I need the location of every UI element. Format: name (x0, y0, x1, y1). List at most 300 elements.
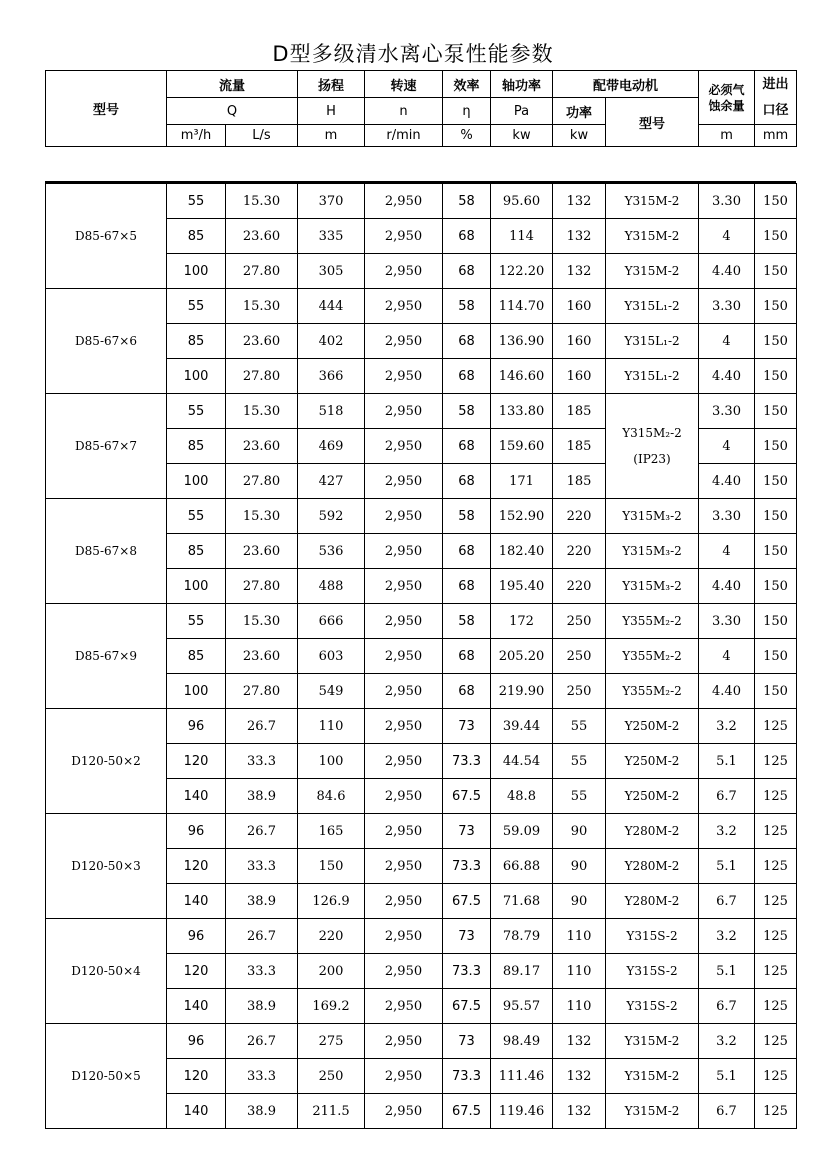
cell-npsh: 3.2 (699, 919, 755, 954)
cell-shaft-power: 119.46 (491, 1094, 553, 1129)
model-cell: D85-67×6 (46, 289, 167, 394)
cell-efficiency: 68 (443, 464, 491, 499)
cell-flow-m3h: 100 (167, 464, 226, 499)
cell-motor-model: Y315M-2 (606, 219, 699, 254)
model-cell: D120-50×5 (46, 1024, 167, 1129)
cell-motor-model: Y280M-2 (606, 814, 699, 849)
model-cell: D85-67×8 (46, 499, 167, 604)
cell-flow-m3h: 85 (167, 219, 226, 254)
cell-head: 220 (298, 919, 365, 954)
cell-npsh: 4.40 (699, 674, 755, 709)
cell-shaft-power: 136.90 (491, 324, 553, 359)
cell-efficiency: 68 (443, 219, 491, 254)
cell-efficiency: 67.5 (443, 989, 491, 1024)
cell-motor-power: 132 (553, 1094, 606, 1129)
header-head: 扬程 (298, 71, 365, 98)
cell-flow-ls: 27.80 (226, 254, 298, 289)
cell-shaft-power: 89.17 (491, 954, 553, 989)
unit-head: m (298, 125, 365, 147)
cell-motor-power: 250 (553, 639, 606, 674)
cell-motor-power: 55 (553, 779, 606, 814)
cell-flow-ls: 23.60 (226, 639, 298, 674)
cell-bore: 150 (755, 184, 797, 219)
cell-bore: 125 (755, 1059, 797, 1094)
header-flow: 流量 (167, 71, 298, 98)
cell-flow-ls: 23.60 (226, 219, 298, 254)
header-speed: 转速 (365, 71, 443, 98)
cell-motor-model: Y250M-2 (606, 709, 699, 744)
cell-npsh: 4 (699, 324, 755, 359)
cell-efficiency: 68 (443, 674, 491, 709)
unit-speed: r/min (365, 125, 443, 147)
cell-speed: 2,950 (365, 499, 443, 534)
cell-shaft-power: 146.60 (491, 359, 553, 394)
cell-flow-ls: 15.30 (226, 499, 298, 534)
cell-motor-model: Y315M-2 (606, 1094, 699, 1129)
unit-bore: mm (755, 125, 797, 147)
cell-shaft-power: 111.46 (491, 1059, 553, 1094)
header-bore-label: 进出口径 (762, 76, 789, 118)
cell-shaft-power: 71.68 (491, 884, 553, 919)
cell-flow-ls: 23.60 (226, 534, 298, 569)
cell-speed: 2,950 (365, 289, 443, 324)
model-cell: D85-67×7 (46, 394, 167, 499)
cell-efficiency: 73 (443, 1024, 491, 1059)
cell-head: 592 (298, 499, 365, 534)
cell-npsh: 5.1 (699, 1059, 755, 1094)
header-eta: η (443, 98, 491, 125)
cell-shaft-power: 122.20 (491, 254, 553, 289)
cell-efficiency: 73.3 (443, 849, 491, 884)
cell-efficiency: 67.5 (443, 884, 491, 919)
cell-motor-power: 220 (553, 569, 606, 604)
cell-motor-model: Y250M-2 (606, 744, 699, 779)
cell-npsh: 3.2 (699, 709, 755, 744)
cell-flow-m3h: 120 (167, 744, 226, 779)
cell-flow-ls: 27.80 (226, 674, 298, 709)
cell-bore: 150 (755, 499, 797, 534)
unit-flow-m3h: m³/h (167, 125, 226, 147)
cell-head: 402 (298, 324, 365, 359)
motor-model-line: Y315M₂-2 (622, 426, 682, 440)
cell-speed: 2,950 (365, 1094, 443, 1129)
cell-flow-m3h: 100 (167, 254, 226, 289)
cell-efficiency: 58 (443, 289, 491, 324)
data-table (45, 183, 797, 1129)
cell-efficiency: 68 (443, 534, 491, 569)
cell-bore: 150 (755, 604, 797, 639)
cell-motor-power: 55 (553, 709, 606, 744)
cell-shaft-power: 78.79 (491, 919, 553, 954)
table-row (46, 919, 797, 954)
cell-flow-ls: 27.80 (226, 569, 298, 604)
cell-shaft-power: 114 (491, 219, 553, 254)
cell-shaft-power: 98.49 (491, 1024, 553, 1059)
header-shaft-power: 轴功率 (491, 71, 553, 98)
cell-npsh: 4 (699, 219, 755, 254)
cell-motor-power: 132 (553, 1059, 606, 1094)
cell-efficiency: 68 (443, 429, 491, 464)
header-n: n (365, 98, 443, 125)
table-row (46, 394, 797, 429)
cell-bore: 150 (755, 464, 797, 499)
cell-motor-power: 250 (553, 674, 606, 709)
cell-motor-model: Y355M₂-2 (606, 674, 699, 709)
cell-speed: 2,950 (365, 219, 443, 254)
cell-motor-power: 185 (553, 394, 606, 429)
cell-shaft-power: 152.90 (491, 499, 553, 534)
cell-efficiency: 68 (443, 254, 491, 289)
cell-motor-model: Y315L₁-2 (606, 289, 699, 324)
table-row (46, 709, 797, 744)
cell-npsh: 4.40 (699, 464, 755, 499)
cell-bore: 125 (755, 919, 797, 954)
cell-motor-power: 55 (553, 744, 606, 779)
cell-head: 305 (298, 254, 365, 289)
cell-motor-model: Y280M-2 (606, 849, 699, 884)
header-npsh-label: 必须气蚀余量 (708, 82, 745, 113)
cell-head: 370 (298, 184, 365, 219)
cell-motor-model: Y315M₃-2 (606, 534, 699, 569)
table-row (46, 289, 797, 324)
cell-flow-ls: 38.9 (226, 989, 298, 1024)
cell-motor-model: Y315S-2 (606, 989, 699, 1024)
cell-motor-power: 185 (553, 464, 606, 499)
cell-flow-ls: 38.9 (226, 1094, 298, 1129)
cell-head: 150 (298, 849, 365, 884)
cell-flow-ls: 33.3 (226, 954, 298, 989)
cell-flow-m3h: 96 (167, 1024, 226, 1059)
cell-speed: 2,950 (365, 814, 443, 849)
cell-npsh: 5.1 (699, 849, 755, 884)
cell-shaft-power: 182.40 (491, 534, 553, 569)
cell-motor-model: Y315M-2 (606, 184, 699, 219)
cell-motor-power: 220 (553, 534, 606, 569)
cell-shaft-power: 205.20 (491, 639, 553, 674)
cell-bore: 150 (755, 324, 797, 359)
cell-flow-m3h: 140 (167, 779, 226, 814)
cell-npsh: 3.30 (699, 604, 755, 639)
cell-efficiency: 68 (443, 639, 491, 674)
cell-flow-m3h: 140 (167, 989, 226, 1024)
cell-flow-ls: 26.7 (226, 709, 298, 744)
model-cell: D85-67×9 (46, 604, 167, 709)
table-row (46, 814, 797, 849)
cell-flow-m3h: 55 (167, 184, 226, 219)
cell-npsh: 3.2 (699, 814, 755, 849)
cell-bore: 125 (755, 884, 797, 919)
unit-flow-ls: L/s (226, 125, 298, 147)
cell-speed: 2,950 (365, 884, 443, 919)
cell-speed: 2,950 (365, 184, 443, 219)
cell-head: 536 (298, 534, 365, 569)
cell-motor-model: Y355M₂-2 (606, 604, 699, 639)
cell-bore: 125 (755, 744, 797, 779)
cell-flow-m3h: 55 (167, 394, 226, 429)
cell-flow-m3h: 140 (167, 1094, 226, 1129)
cell-flow-ls: 15.30 (226, 394, 298, 429)
cell-flow-m3h: 85 (167, 534, 226, 569)
cell-motor-power: 220 (553, 499, 606, 534)
cell-motor-power: 185 (553, 429, 606, 464)
cell-flow-m3h: 85 (167, 429, 226, 464)
cell-speed: 2,950 (365, 429, 443, 464)
header-bore (755, 71, 797, 125)
cell-bore: 125 (755, 954, 797, 989)
cell-shaft-power: 95.60 (491, 184, 553, 219)
cell-flow-ls: 26.7 (226, 919, 298, 954)
unit-efficiency: % (443, 125, 491, 147)
unit-shaft-power: kw (491, 125, 553, 147)
cell-speed: 2,950 (365, 989, 443, 1024)
cell-shaft-power: 159.60 (491, 429, 553, 464)
header-Pa: Pa (491, 98, 553, 125)
cell-efficiency: 58 (443, 394, 491, 429)
cell-flow-m3h: 96 (167, 919, 226, 954)
cell-flow-m3h: 120 (167, 849, 226, 884)
cell-shaft-power: 95.57 (491, 989, 553, 1024)
header-model: 型号 (46, 71, 167, 147)
header-motor-power: 功率 (553, 98, 606, 125)
cell-npsh: 4 (699, 639, 755, 674)
cell-npsh: 6.7 (699, 989, 755, 1024)
cell-bore: 150 (755, 569, 797, 604)
cell-bore: 150 (755, 359, 797, 394)
cell-npsh: 3.30 (699, 394, 755, 429)
cell-efficiency: 73.3 (443, 744, 491, 779)
cell-flow-m3h: 55 (167, 499, 226, 534)
cell-bore: 150 (755, 639, 797, 674)
cell-motor-power: 160 (553, 324, 606, 359)
cell-flow-ls: 15.30 (226, 604, 298, 639)
cell-bore: 150 (755, 289, 797, 324)
cell-head: 211.5 (298, 1094, 365, 1129)
table-row (46, 604, 797, 639)
cell-speed: 2,950 (365, 1059, 443, 1094)
cell-motor-model: Y250M-2 (606, 779, 699, 814)
cell-motor-model (606, 394, 699, 499)
cell-efficiency: 58 (443, 184, 491, 219)
model-cell: D120-50×4 (46, 919, 167, 1024)
cell-speed: 2,950 (365, 359, 443, 394)
cell-shaft-power: 172 (491, 604, 553, 639)
cell-speed: 2,950 (365, 674, 443, 709)
cell-flow-ls: 26.7 (226, 1024, 298, 1059)
cell-flow-m3h: 120 (167, 954, 226, 989)
cell-motor-power: 110 (553, 919, 606, 954)
header-motor: 配带电动机 (553, 71, 699, 98)
cell-speed: 2,950 (365, 569, 443, 604)
cell-speed: 2,950 (365, 709, 443, 744)
cell-motor-power: 90 (553, 814, 606, 849)
cell-bore: 150 (755, 429, 797, 464)
cell-shaft-power: 114.70 (491, 289, 553, 324)
cell-npsh: 5.1 (699, 744, 755, 779)
cell-motor-power: 160 (553, 359, 606, 394)
header-motor-model: 型号 (606, 98, 699, 147)
cell-shaft-power: 133.80 (491, 394, 553, 429)
cell-head: 427 (298, 464, 365, 499)
cell-efficiency: 73 (443, 709, 491, 744)
cell-npsh: 3.30 (699, 499, 755, 534)
cell-head: 603 (298, 639, 365, 674)
cell-speed: 2,950 (365, 464, 443, 499)
cell-motor-power: 132 (553, 1024, 606, 1059)
cell-bore: 125 (755, 814, 797, 849)
cell-bore: 125 (755, 849, 797, 884)
cell-motor-power: 110 (553, 989, 606, 1024)
cell-motor-model: Y355M₂-2 (606, 639, 699, 674)
cell-motor-model: Y315M₃-2 (606, 499, 699, 534)
cell-efficiency: 73.3 (443, 1059, 491, 1094)
cell-speed: 2,950 (365, 919, 443, 954)
cell-efficiency: 58 (443, 604, 491, 639)
cell-motor-model: Y315L₁-2 (606, 324, 699, 359)
cell-speed: 2,950 (365, 324, 443, 359)
cell-flow-ls: 26.7 (226, 814, 298, 849)
cell-head: 518 (298, 394, 365, 429)
cell-npsh: 3.30 (699, 289, 755, 324)
unit-npsh: m (699, 125, 755, 147)
table-row (46, 1024, 797, 1059)
cell-npsh: 4.40 (699, 569, 755, 604)
cell-head: 169.2 (298, 989, 365, 1024)
cell-flow-m3h: 85 (167, 639, 226, 674)
model-cell: D120-50×2 (46, 709, 167, 814)
cell-head: 444 (298, 289, 365, 324)
cell-head: 110 (298, 709, 365, 744)
cell-head: 100 (298, 744, 365, 779)
cell-npsh: 6.7 (699, 884, 755, 919)
cell-flow-ls: 33.3 (226, 744, 298, 779)
cell-flow-ls: 15.30 (226, 289, 298, 324)
page-title: D型多级清水离心泵性能参数 (272, 42, 554, 66)
cell-bore: 150 (755, 534, 797, 569)
cell-head: 469 (298, 429, 365, 464)
cell-motor-power: 250 (553, 604, 606, 639)
cell-efficiency: 58 (443, 499, 491, 534)
header-npsh (699, 71, 755, 125)
cell-efficiency: 68 (443, 324, 491, 359)
cell-speed: 2,950 (365, 744, 443, 779)
cell-motor-power: 90 (553, 884, 606, 919)
cell-speed: 2,950 (365, 954, 443, 989)
cell-bore: 125 (755, 989, 797, 1024)
header-H: H (298, 98, 365, 125)
cell-npsh: 6.7 (699, 779, 755, 814)
cell-shaft-power: 48.8 (491, 779, 553, 814)
cell-npsh: 6.7 (699, 1094, 755, 1129)
cell-npsh: 4.40 (699, 359, 755, 394)
cell-bore: 125 (755, 1094, 797, 1129)
cell-motor-model: Y280M-2 (606, 884, 699, 919)
cell-flow-ls: 38.9 (226, 779, 298, 814)
cell-speed: 2,950 (365, 534, 443, 569)
cell-motor-model: Y315L₁-2 (606, 359, 699, 394)
header-Q: Q (167, 98, 298, 125)
header-table (45, 70, 797, 147)
cell-head: 200 (298, 954, 365, 989)
cell-flow-m3h: 100 (167, 359, 226, 394)
cell-flow-m3h: 55 (167, 604, 226, 639)
cell-efficiency: 68 (443, 569, 491, 604)
cell-efficiency: 73 (443, 919, 491, 954)
cell-motor-power: 132 (553, 184, 606, 219)
cell-flow-ls: 33.3 (226, 849, 298, 884)
cell-head: 126.9 (298, 884, 365, 919)
cell-flow-ls: 23.60 (226, 324, 298, 359)
cell-motor-power: 90 (553, 849, 606, 884)
cell-bore: 150 (755, 219, 797, 254)
cell-motor-power: 132 (553, 254, 606, 289)
cell-npsh: 4 (699, 429, 755, 464)
cell-flow-ls: 27.80 (226, 464, 298, 499)
model-cell: D85-67×5 (46, 184, 167, 289)
cell-flow-m3h: 96 (167, 814, 226, 849)
cell-flow-m3h: 96 (167, 709, 226, 744)
cell-motor-model: Y315M-2 (606, 1024, 699, 1059)
cell-bore: 150 (755, 394, 797, 429)
cell-motor-model: Y315S-2 (606, 919, 699, 954)
cell-speed: 2,950 (365, 849, 443, 884)
cell-efficiency: 73.3 (443, 954, 491, 989)
cell-bore: 125 (755, 709, 797, 744)
cell-motor-power: 110 (553, 954, 606, 989)
cell-shaft-power: 59.09 (491, 814, 553, 849)
cell-speed: 2,950 (365, 394, 443, 429)
cell-flow-m3h: 55 (167, 289, 226, 324)
cell-efficiency: 68 (443, 359, 491, 394)
header-efficiency: 效率 (443, 71, 491, 98)
cell-efficiency: 73 (443, 814, 491, 849)
cell-flow-ls: 27.80 (226, 359, 298, 394)
cell-bore: 150 (755, 674, 797, 709)
cell-shaft-power: 44.54 (491, 744, 553, 779)
cell-bore: 125 (755, 779, 797, 814)
cell-flow-ls: 23.60 (226, 429, 298, 464)
cell-motor-model: Y315M-2 (606, 1059, 699, 1094)
cell-bore: 150 (755, 254, 797, 289)
cell-npsh: 5.1 (699, 954, 755, 989)
cell-motor-model: Y315M-2 (606, 254, 699, 289)
cell-flow-m3h: 85 (167, 324, 226, 359)
cell-head: 275 (298, 1024, 365, 1059)
cell-head: 84.6 (298, 779, 365, 814)
cell-head: 366 (298, 359, 365, 394)
cell-speed: 2,950 (365, 779, 443, 814)
cell-flow-m3h: 100 (167, 674, 226, 709)
cell-shaft-power: 39.44 (491, 709, 553, 744)
cell-efficiency: 67.5 (443, 1094, 491, 1129)
cell-motor-power: 160 (553, 289, 606, 324)
cell-head: 666 (298, 604, 365, 639)
cell-npsh: 4.40 (699, 254, 755, 289)
cell-shaft-power: 171 (491, 464, 553, 499)
cell-speed: 2,950 (365, 254, 443, 289)
table-row (46, 184, 797, 219)
cell-shaft-power: 66.88 (491, 849, 553, 884)
cell-shaft-power: 219.90 (491, 674, 553, 709)
cell-flow-ls: 33.3 (226, 1059, 298, 1094)
cell-head: 549 (298, 674, 365, 709)
cell-motor-model: Y315S-2 (606, 954, 699, 989)
cell-flow-m3h: 100 (167, 569, 226, 604)
cell-speed: 2,950 (365, 639, 443, 674)
cell-flow-m3h: 140 (167, 884, 226, 919)
cell-motor-power: 132 (553, 219, 606, 254)
cell-npsh: 3.2 (699, 1024, 755, 1059)
cell-flow-ls: 38.9 (226, 884, 298, 919)
